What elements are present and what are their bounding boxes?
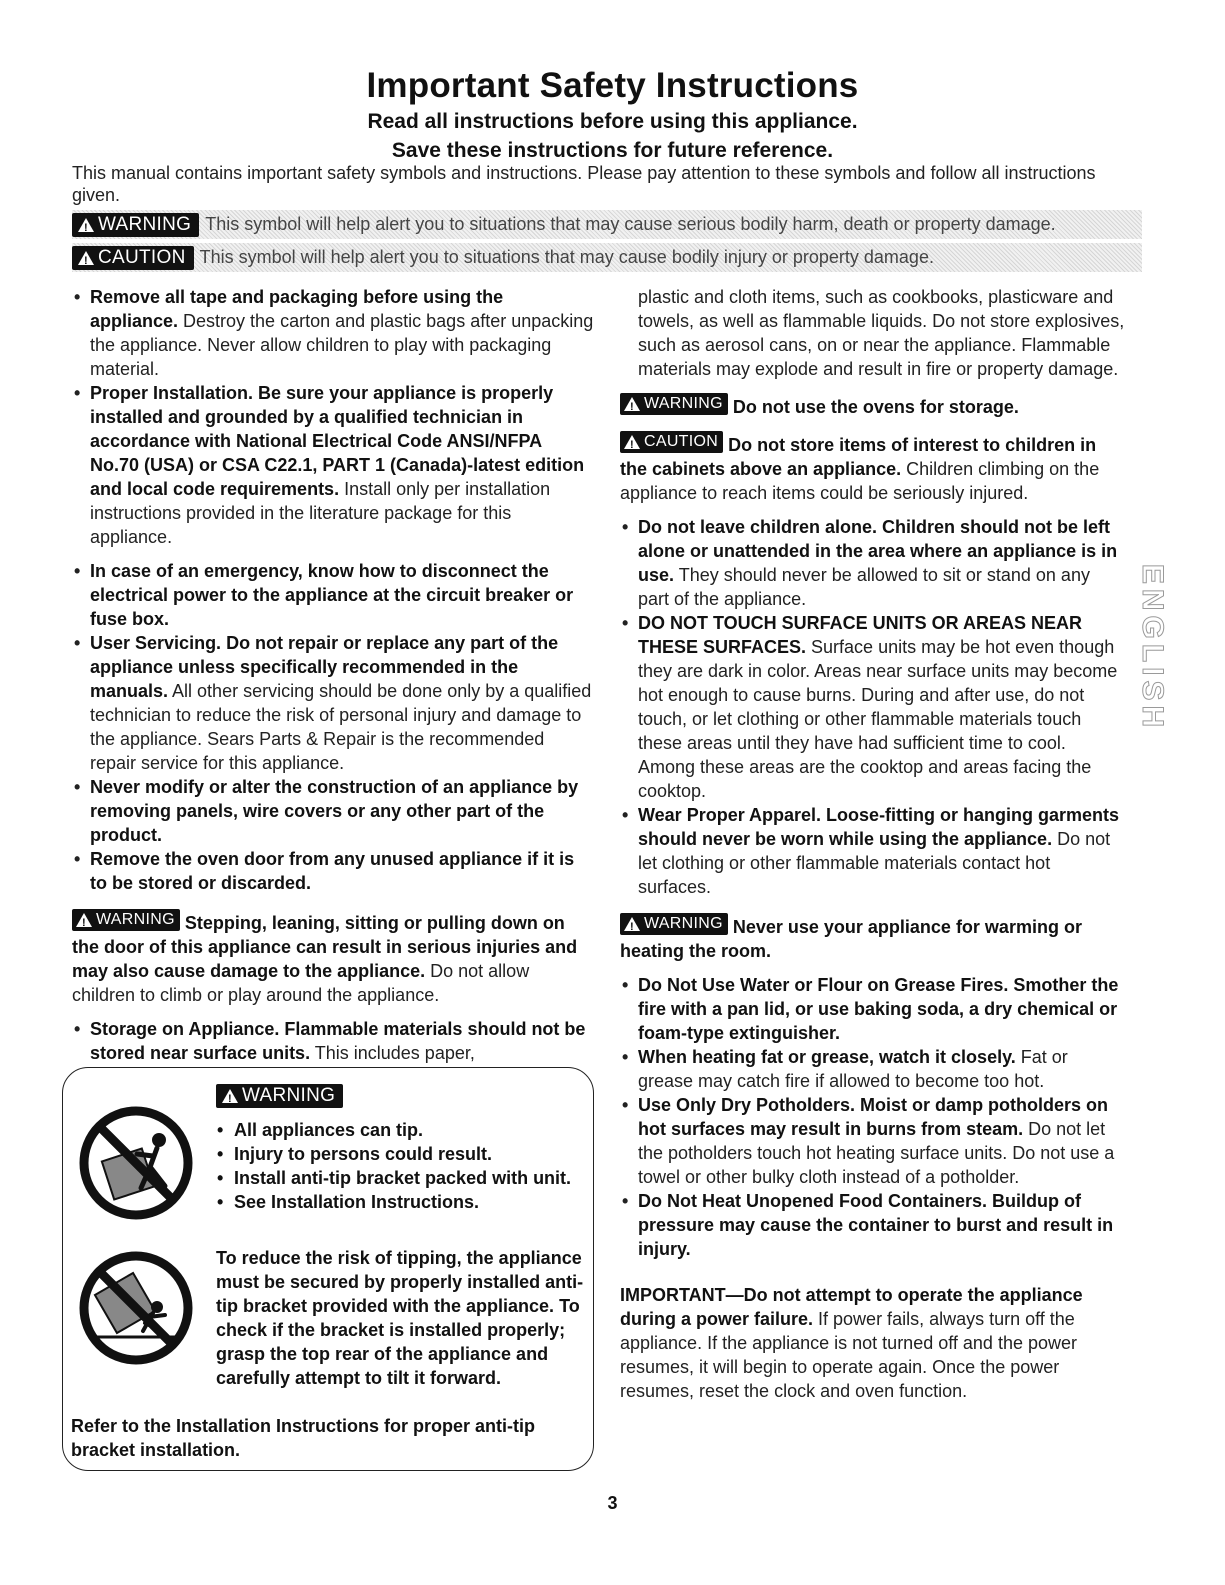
warning-paragraph [620,393,1125,419]
warning-badge [216,1084,343,1108]
item-bold: Do not store items of interest to children in the cabinets above an appliance. [620,435,1097,479]
list-item [72,285,594,381]
tip-list [216,1118,586,1214]
item-bold: Do Not Use Water or Flour on Grease Fires. Smother the fire with a pan lid, or use baking soda, a dry chemical or foam-type extinguisher. [638,975,1119,1043]
warning-label: WARNING [96,911,175,928]
subtitle-read: Read all instructions before using this appliance. [367,110,858,133]
warning-triangle-icon [222,1089,238,1103]
caution-paragraph [620,431,1125,505]
item-bold: Never modify or alter the construction of an appliance by removing panels, wire covers or any other part of the product. [90,777,579,845]
list-item: • See Installation Instructions. [216,1190,586,1214]
item-bold: Stepping, leaning, sitting or pulling down on the door of this appliance can result in serious injuries and may also cause damage to the appliance. [72,913,578,981]
item-bold: IMPORTANT—Do not attempt to operate the appliance during a power failure. [620,1285,1083,1329]
item-text: Install only per installation instructions provided in the literature package for this appliance. [90,479,551,547]
caution-symbol-text: This symbol will help alert you to situations that may cause bodily injury or property damage. [199,247,934,267]
item-bold: User Servicing. Do not repair or replace any part of the appliance unless specifically recommended in the manuals. [90,633,559,701]
warning-triangle-icon [78,251,94,265]
warning-badge [620,393,728,415]
item-text: Surface units may be hot even though they are dark in color. Areas near surface units may become hot enough to cause burns. During and after use, do not touch, or let clothing or other flammable materials touch these areas until they have had sufficient time to cool. Among these areas are the cooktop and areas facing the cooktop. [638,637,1118,801]
no-climb-icon [79,1106,194,1221]
item-text: Fat or grease may catch fire if allowed to become too hot. [638,1047,1068,1091]
item-bold: Storage on Appliance. Flammable materials should not be stored near surface units. [90,1019,586,1063]
warning-triangle-icon [624,917,640,931]
list-item [620,515,1125,611]
list-item [620,611,1125,803]
list-item [72,631,594,775]
warning-label: WARNING [644,915,723,932]
item-bold: Use Only Dry Potholders. Moist or damp potholders on hot surfaces may result in burns from steam. [638,1095,1109,1139]
warning-triangle-icon [76,913,92,927]
item-text: Do not let clothing or other flammable materials contact hot surfaces. [638,829,1111,897]
intro-text: This manual contains important safety symbols and instructions. Please pay attention to these symbols and follow all instructions given. [72,163,1096,205]
item-text: If power fails, always turn off the appliance. If the appliance is not turned off and the power resumes, it will begin to operate again. Once the power resumes, reset the clock and oven function. [620,1309,1077,1401]
left-column [72,285,594,1065]
list-item [72,1017,594,1065]
important-paragraph [620,1283,1125,1403]
list-item: • Injury to persons could result. [216,1142,586,1166]
warning-triangle-icon [624,435,640,449]
item-text: All other servicing should be done only by a qualified technician to reduce the risk of personal injury and damage to the appliance. Sears Parts & Repair is the recommended repair service for this appliance. [90,681,592,773]
warning-badge [72,213,199,237]
list-item [72,775,594,847]
item-bold: Wear Proper Apparel. Loose-fitting or hanging garments should never be worn while using the appliance. [638,805,1120,849]
warning-label: WARNING [644,395,723,412]
warning-label: WARNING [242,1085,336,1106]
list-item [72,381,594,549]
item-text: This includes paper, [310,1043,475,1063]
subtitle-save: Save these instructions for future reference. [391,139,834,162]
right-column [620,285,1125,1403]
list-item [72,559,594,631]
caution-badge [72,246,194,270]
item-bold: Proper Installation. Be sure your appliance is properly installed and grounded by a qualified technician in accordance with National Electrical Code ANSI/NFPA No.70 (USA) or CSA C22.1, PART 1 (Canada)-latest edition and local code requirements. [90,383,585,499]
caution-symbol-row [72,243,1142,272]
item-bold: In case of an emergency, know how to disconnect the electrical power to the appliance at the circuit breaker or fuse box. [90,561,574,629]
list-item [72,847,594,895]
continued-text: plastic and cloth items, such as cookbooks, plasticware and towels, as well as flammable liquids. Do not store explosives, such as aerosol cans, on or near the appliance. Flammable materials may explode and result in fire or property damage. [638,287,1125,379]
page-number: 3 [607,1493,618,1513]
anti-tip-warning-box [62,1067,594,1471]
language-label: ENGLISH [1136,563,1170,733]
warning-triangle-icon [624,397,640,411]
warning-paragraph [72,909,594,1007]
refer-text: Refer to the Installation Instructions for proper anti-tip bracket installation. [71,1416,536,1460]
item-text: Do not let the potholders touch hot heating surface units. Do not use a towel or other bulky cloth instead of a potholder. [638,1119,1115,1187]
warning-paragraph [620,913,1125,963]
list-item [620,1189,1125,1261]
list-item: • All appliances can tip. [216,1118,586,1142]
item-bold: Do not leave children alone. Children should not be left alone or unattended in the area where an appliance is in use. [638,517,1118,585]
warning-symbol-text: This symbol will help alert you to situations that may cause serious bodily harm, death or property damage. [205,214,1056,234]
warning-label: WARNING [98,213,192,235]
item-text: Do not allow children to climb or play around the appliance. [72,961,530,1005]
item-bold: Do Not Heat Unopened Food Containers. Buildup of pressure may cause the container to burst and result in injury. [638,1191,1114,1259]
warning-badge-box [216,1084,343,1110]
list-item [620,1045,1125,1093]
warning-badge [72,909,180,931]
item-bold: Never use your appliance for warming or heating the room. [620,917,1082,961]
tip-over-icon [79,1251,194,1366]
page-title: Important Safety Instructions [366,66,859,105]
language-tab [1136,563,1170,733]
tip-instructions: To reduce the risk of tipping, the appliance must be secured by properly installed anti-tip bracket provided with the appliance. To check if the bracket is installed properly; grasp the top rear of the appliance and carefully attempt to tilt it forward. [216,1248,584,1388]
item-bold: DO NOT TOUCH SURFACE UNITS OR AREAS NEAR THESE SURFACES. [638,613,1083,657]
item-bold: Do not use the ovens for storage. [727,397,1019,417]
item-text: Destroy the carton and plastic bags after unpacking the appliance. Never allow children to play with packaging material. [90,311,594,379]
warning-symbol-row [72,210,1142,239]
caution-label: CAUTION [98,246,186,268]
caution-label: CAUTION [644,433,719,450]
list-item [620,1093,1125,1189]
warning-triangle-icon [78,218,94,232]
item-bold: When heating fat or grease, watch it closely. [638,1047,1016,1067]
list-item: • Install anti-tip bracket packed with unit. [216,1166,586,1190]
item-bold: Remove the oven door from any unused appliance if it is to be stored or discarded. [90,849,575,893]
list-item [620,973,1125,1045]
item-text: Children climbing on the appliance to reach items could be seriously injured. [620,459,1100,503]
warning-badge [620,913,728,935]
caution-badge [620,431,723,453]
item-text: They should never be allowed to sit or stand on any part of the appliance. [638,565,1090,609]
item-bold: Remove all tape and packaging before using the appliance. [90,287,504,331]
list-item [620,803,1125,899]
